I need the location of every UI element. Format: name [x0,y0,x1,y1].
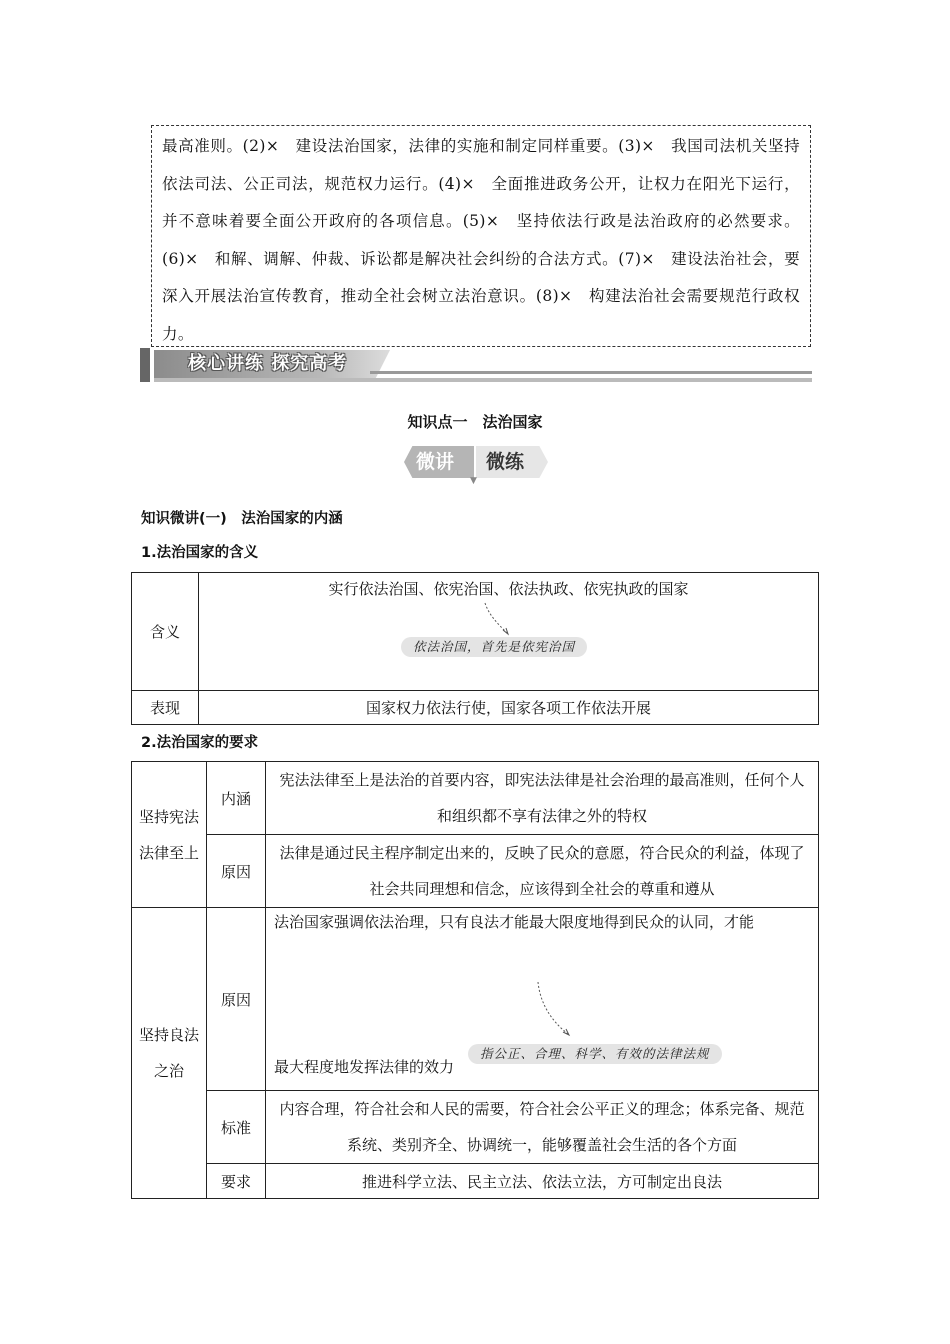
row-label: 原因 [207,908,266,1091]
requirements-table [131,761,819,1199]
table-row [132,1164,819,1199]
weijiang-weilian-badge [398,443,554,486]
meaning-table [131,572,819,725]
handwritten-note [468,1044,722,1064]
row-label: 标准 [207,1091,266,1164]
group-label: 坚持良法之治 [132,908,207,1199]
row-content: 法律是通过民主程序制定出来的，反映了民众的意愿，符合民众的利益，体现了社会共同理想和信念，应该得到全社会的尊重和遵从 [266,835,819,908]
row-content [199,573,819,691]
note-text: 依法治国，首先是依宪治国 [401,637,587,657]
reason-text-b: 最大程度地发挥法律的效力 [274,1058,455,1076]
section-banner [140,348,812,382]
arrow-icon [479,601,519,637]
row-content: 宪法法律至上是法治的首要内容，即宪法法律是社会治理的最高准则，任何个人和组织都不享有法律之外的特权 [266,762,819,835]
group-label: 坚持宪法法律至上 [132,762,207,908]
table-row [132,835,819,908]
answer-text: 最高准则。(2)× 建设法治国家，法律的实施和制定同样重要。(3)× 我国司法机关坚持依法司法、公正司法，规范权力运行。(4)× 全面推进政务公开，让权力在阳光下运行，并不意味着要全面公开政府的各项信息。(5)× 坚持依法行政是法治政府的必然要求。(6)× 和解、调解、仲裁、诉讼都是解决社会纠纷的合法方式。(7)× 建设法治社会，要深入开展法治宣传教育，推动全社会树立法治意识。(8)× 构建法治社会需要规范行政权力。 [162,137,800,343]
banner-bar [140,348,150,382]
table-row [132,908,819,1091]
heading-requirements: 2.法治国家的要求 [141,735,259,751]
reason-text-a: 法治国家强调依法治理，只有良法才能最大限度地得到民众的认同，才能 [274,913,755,931]
row-content [266,908,819,1091]
row-content: 国家权力依法行使，国家各项工作依法开展 [199,691,819,725]
row-label: 原因 [207,835,266,908]
table-row [132,1091,819,1164]
row-label: 表现 [132,691,199,725]
table-row [132,691,819,725]
banner-underline [154,378,812,382]
arrow-icon [534,980,578,1040]
table-row [132,573,819,691]
meaning-text: 实行依法治国、依宪治国、依法执政、依宪执政的国家 [328,580,689,598]
row-label: 要求 [207,1164,266,1199]
banner-title: 核心讲练 探究高考 [188,353,348,374]
row-label: 含义 [132,573,199,691]
heading-meaning: 1.法治国家的含义 [141,545,259,561]
banner-divider [370,371,812,374]
section-title: 知识点一 法治国家 [407,413,543,431]
note-text: 指公正、合理、科学、有效的法律法规 [468,1044,722,1064]
table-row [132,762,819,835]
row-content: 推进科学立法、民主立法、依法立法，方可制定出良法 [266,1164,819,1199]
badge-left-label: 微讲 [416,451,455,473]
row-label: 内涵 [207,762,266,835]
badge-right-label: 微练 [486,451,525,473]
handwritten-note [401,637,587,657]
badge-pointer-icon: ▼ [470,476,477,486]
answer-box [151,125,811,347]
row-content: 内容合理，符合社会和人民的需要，符合社会公平正义的理念；体系完备、规范系统、类别齐全、协调统一，能够覆盖社会生活的各个方面 [266,1091,819,1164]
heading-knowledge: 知识微讲(一) 法治国家的内涵 [141,511,343,527]
